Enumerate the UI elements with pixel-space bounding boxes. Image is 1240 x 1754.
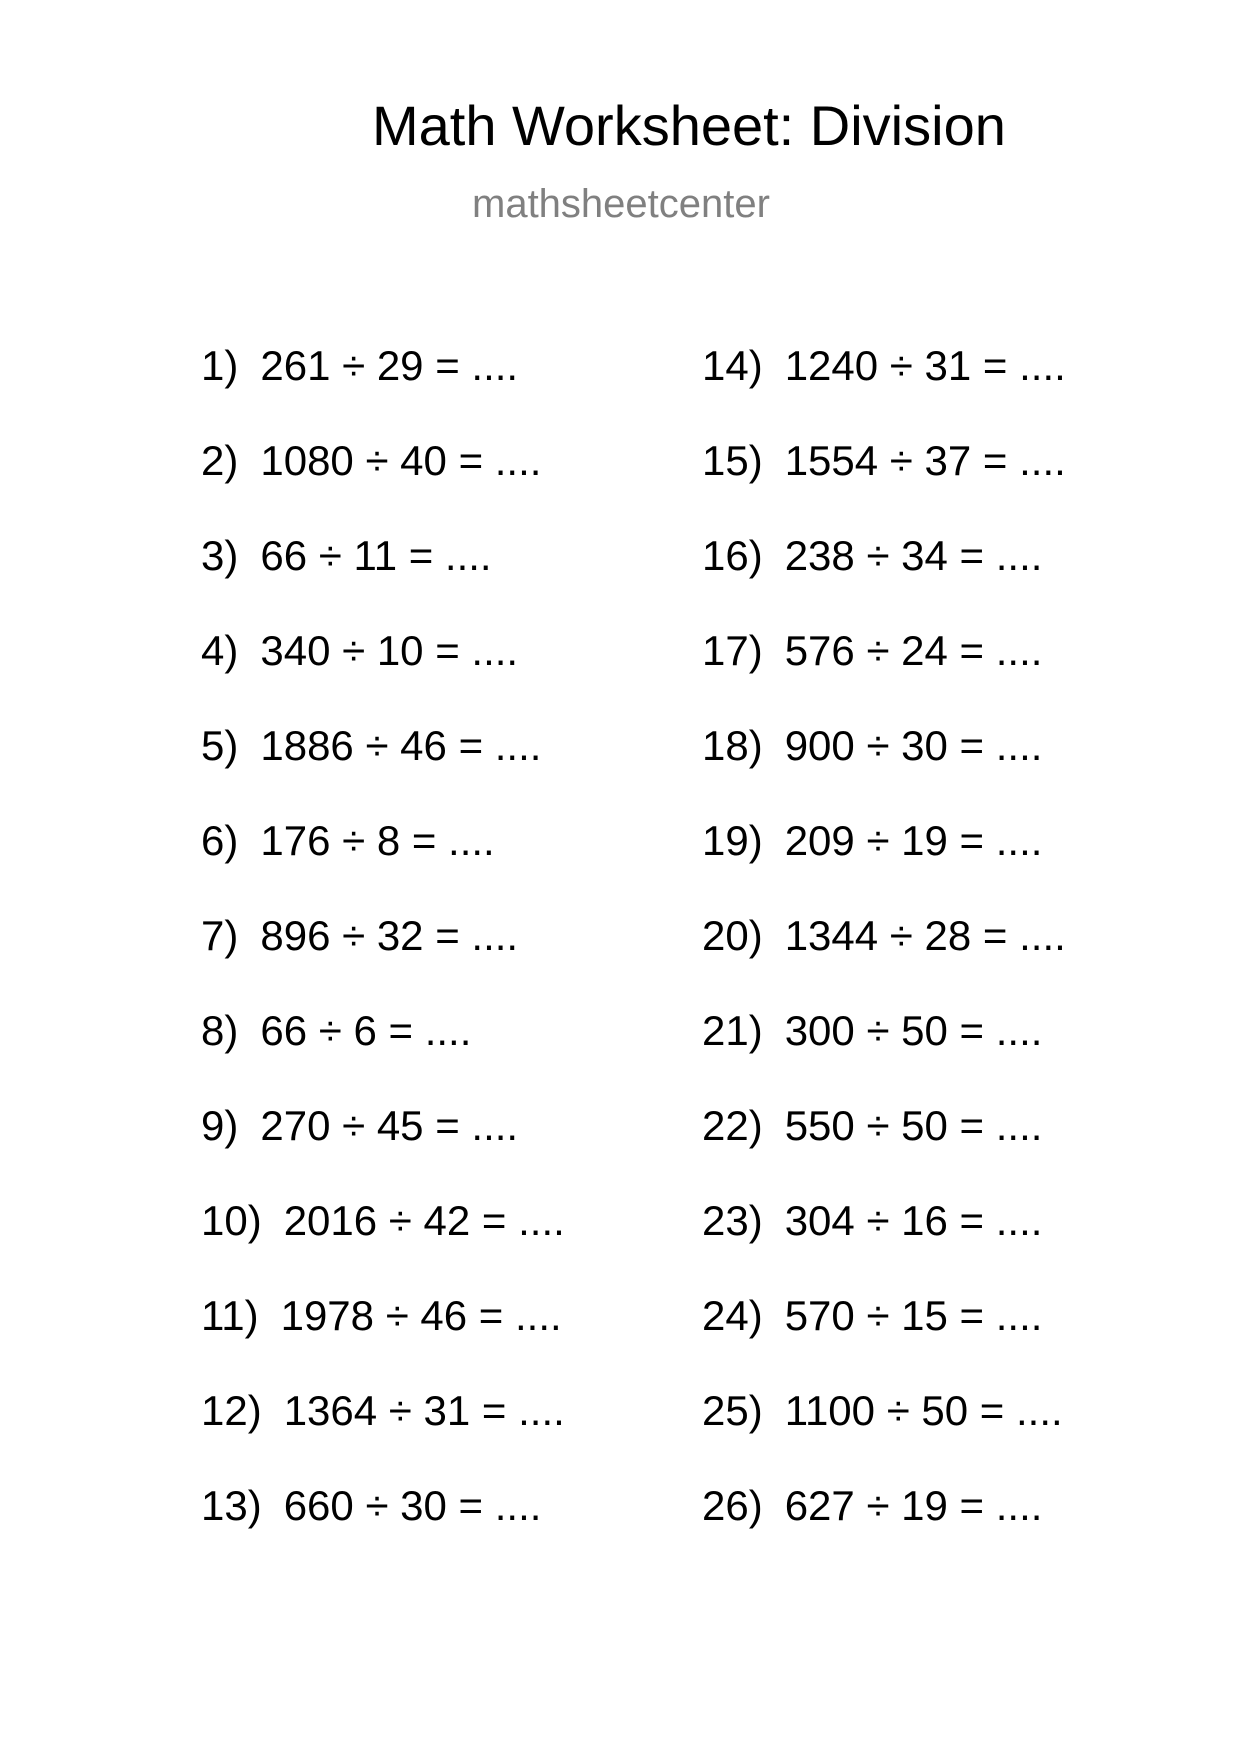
problem-number: 6) — [201, 817, 239, 864]
problem-expression: 300 ÷ 50 = .... — [784, 1007, 1043, 1054]
problem-item — [201, 627, 565, 725]
problem-item — [702, 722, 1066, 820]
problem-item — [201, 1007, 565, 1105]
problem-number: 8) — [201, 1007, 239, 1054]
problem-item — [201, 437, 565, 535]
problem-column-left — [201, 342, 565, 1580]
problem-expression: 176 ÷ 8 = .... — [260, 817, 495, 864]
problem-item — [201, 1197, 565, 1295]
problem-number: 14) — [702, 342, 763, 389]
problem-number: 17) — [702, 627, 763, 674]
problem-expression: 1240 ÷ 31 = .... — [784, 342, 1066, 389]
problem-expression: 2016 ÷ 42 = .... — [283, 1197, 565, 1244]
problem-expression: 261 ÷ 29 = .... — [260, 342, 519, 389]
problem-item — [702, 1007, 1066, 1105]
problem-item — [702, 342, 1066, 440]
worksheet-title: Math Worksheet: Division — [372, 94, 1006, 157]
problem-number: 16) — [702, 532, 763, 579]
problem-expression: 1886 ÷ 46 = .... — [260, 722, 542, 769]
problem-expression: 270 ÷ 45 = .... — [260, 1102, 519, 1149]
problem-number: 10) — [201, 1197, 262, 1244]
problem-number: 15) — [702, 437, 763, 484]
problem-number: 20) — [702, 912, 763, 959]
problem-expression: 66 ÷ 6 = .... — [260, 1007, 472, 1054]
problem-item — [702, 1292, 1066, 1390]
problem-number: 13) — [201, 1482, 262, 1529]
problem-item — [702, 532, 1066, 630]
problem-item — [702, 1197, 1066, 1295]
problem-item — [201, 532, 565, 630]
problem-expression: 1100 ÷ 50 = .... — [784, 1387, 1063, 1434]
problem-number: 25) — [702, 1387, 763, 1434]
problem-expression: 1080 ÷ 40 = .... — [260, 437, 542, 484]
problem-expression: 1978 ÷ 46 = .... — [280, 1292, 562, 1339]
problem-expression: 660 ÷ 30 = .... — [283, 1482, 542, 1529]
problem-item — [702, 627, 1066, 725]
problem-number: 9) — [201, 1102, 239, 1149]
problem-item — [201, 722, 565, 820]
problem-column-right — [702, 342, 1066, 1580]
problem-expression: 1364 ÷ 31 = .... — [283, 1387, 565, 1434]
problem-number: 21) — [702, 1007, 763, 1054]
problem-item — [201, 1292, 565, 1390]
problem-item — [702, 817, 1066, 915]
problem-item — [702, 1482, 1066, 1580]
problem-expression: 896 ÷ 32 = .... — [260, 912, 519, 959]
problem-expression: 304 ÷ 16 = .... — [784, 1197, 1043, 1244]
problem-item — [201, 342, 565, 440]
problem-expression: 1554 ÷ 37 = .... — [784, 437, 1066, 484]
problem-number: 1) — [201, 342, 239, 389]
problem-number: 26) — [702, 1482, 763, 1529]
problem-number: 22) — [702, 1102, 763, 1149]
problem-item — [201, 1102, 565, 1200]
problem-expression: 550 ÷ 50 = .... — [784, 1102, 1043, 1149]
problem-item — [201, 1482, 565, 1580]
problem-expression: 627 ÷ 19 = .... — [784, 1482, 1043, 1529]
problem-item — [702, 912, 1066, 1010]
problem-number: 12) — [201, 1387, 262, 1434]
problem-number: 11) — [201, 1292, 259, 1339]
problem-item — [201, 912, 565, 1010]
problem-item — [201, 1387, 565, 1485]
problem-expression: 576 ÷ 24 = .... — [784, 627, 1043, 674]
problem-number: 24) — [702, 1292, 763, 1339]
problem-expression: 340 ÷ 10 = .... — [260, 627, 519, 674]
problem-expression: 66 ÷ 11 = .... — [260, 532, 492, 579]
problem-item — [702, 1387, 1066, 1485]
problem-number: 5) — [201, 722, 239, 769]
problem-expression: 900 ÷ 30 = .... — [784, 722, 1043, 769]
problem-expression: 238 ÷ 34 = .... — [784, 532, 1043, 579]
problem-number: 3) — [201, 532, 239, 579]
problem-number: 18) — [702, 722, 763, 769]
problem-number: 4) — [201, 627, 239, 674]
problem-number: 2) — [201, 437, 239, 484]
problem-item — [702, 1102, 1066, 1200]
problem-expression: 209 ÷ 19 = .... — [784, 817, 1043, 864]
problem-expression: 1344 ÷ 28 = .... — [784, 912, 1066, 959]
worksheet-source: mathsheetcenter — [472, 182, 770, 226]
problem-item — [702, 437, 1066, 535]
problem-number: 23) — [702, 1197, 763, 1244]
problem-expression: 570 ÷ 15 = .... — [784, 1292, 1043, 1339]
problem-number: 19) — [702, 817, 763, 864]
problem-number: 7) — [201, 912, 239, 959]
problem-item — [201, 817, 565, 915]
